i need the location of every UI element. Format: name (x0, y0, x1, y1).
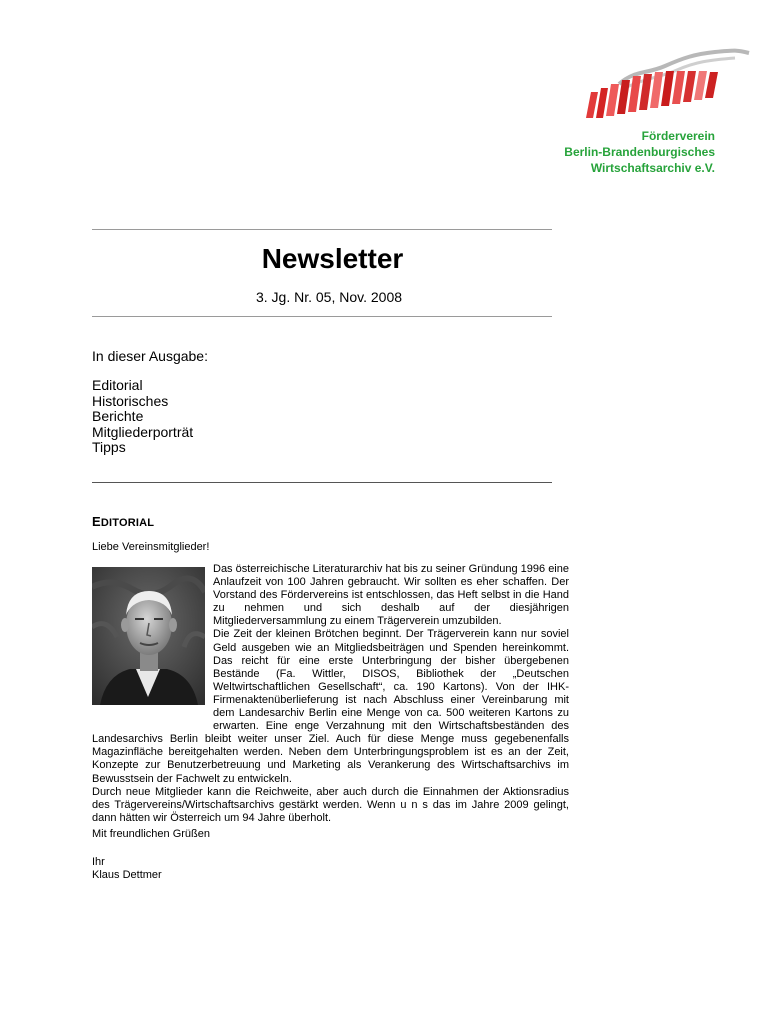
divider (92, 482, 552, 483)
editorial-heading-rest: DITORIAL (100, 517, 155, 529)
org-name-line2: Berlin-Brandenburgisches (564, 145, 715, 159)
editorial-paragraph: Das österreichische Literaturarchiv hat bis zu seiner Gründung 1996 eine Anlaufzeit von 100 Jahren gebraucht. Wir sollten es eher schaffen. Der Vorstand des Fördervereins ist entschlossen, das Heft selbst in die Hand zu nehmen und sich deshalb auf der diesjährigen Mitgliederversammlung zu einem Trägerverein umzubilden. (213, 563, 569, 628)
editorial-heading (92, 514, 154, 529)
editorial-greeting: Liebe Vereinsmitglieder! (92, 541, 210, 553)
signature-prefix: Ihr (92, 856, 105, 868)
toc-item: Berichte (92, 408, 144, 424)
divider (92, 316, 552, 317)
org-logo (585, 44, 751, 124)
divider (92, 229, 552, 230)
newsletter-issue: 3. Jg. Nr. 05, Nov. 2008 (255, 289, 403, 305)
toc-item: Editorial (92, 377, 143, 393)
editorial-paragraph: Durch neue Mitglieder kann die Reichweite, aber auch durch die Einnahmen der Aktionsradius des Trägervereins/Wirtschaftsarchivs gestärkt werden. Wenn u n s das im Jahre 2009 gelingt, dann hätten wir Österreich um 94 Jahre überholt. (92, 785, 569, 824)
org-name (564, 128, 715, 176)
closing-line: Mit freundlichen Grüßen (92, 828, 210, 840)
editorial-heading-initial: E (92, 514, 101, 529)
toc-item: Mitgliederporträt (92, 423, 194, 440)
newsletter-title: Newsletter (261, 243, 404, 274)
signature-name: Klaus Dettmer (92, 869, 162, 881)
editorial-body (92, 563, 569, 825)
org-name-line3: Wirtschaftsarchiv e.V. (590, 161, 715, 175)
toc-list (92, 378, 193, 456)
org-name-line1: Förderverein (641, 129, 715, 143)
photo-spacer (92, 563, 213, 725)
toc-item: Historisches (92, 392, 169, 409)
editorial-paragraph: Die Zeit der kleinen Brötchen beginnt. Der Trägerverein kann nur soviel Geld ausgeben wie an Mitgliedsbeiträgen und Spenden hereinkommt. Das reicht für eine erste Unterbringung der bisher übergebenen Bestände (Fa. Wittler, DISOS, Bibliothek der „Deutschen Weltwirtschaftlichen Gesellschaft“, ca. 190 Kartons). Von der IHK-Firmenaktenüberlieferung ist nach Abschluss einer Vereinbarung mit dem Landesarchiv Berlin eine Menge von ca. 500 weiteren Kartons zu erwarten. Eine enge Verzahnung mit den Wirtschaftsbeständen des Landesarchivs Berlin bleibt weiter unser Ziel. Auch für diese Menge muss gegebenenfalls Magazinfläche bereitgehalten werden. Neben dem Unterbringungsproblem ist es an der Zeit, Konzepte zur Benutzerbetreuung und Marketing als Verankerung des Wirtschaftsarchivs im Bewusstsein der Fachwelt zu entwickeln. (92, 628, 569, 785)
toc-item: Tipps (92, 439, 126, 455)
toc-heading: In dieser Ausgabe: (92, 348, 208, 364)
